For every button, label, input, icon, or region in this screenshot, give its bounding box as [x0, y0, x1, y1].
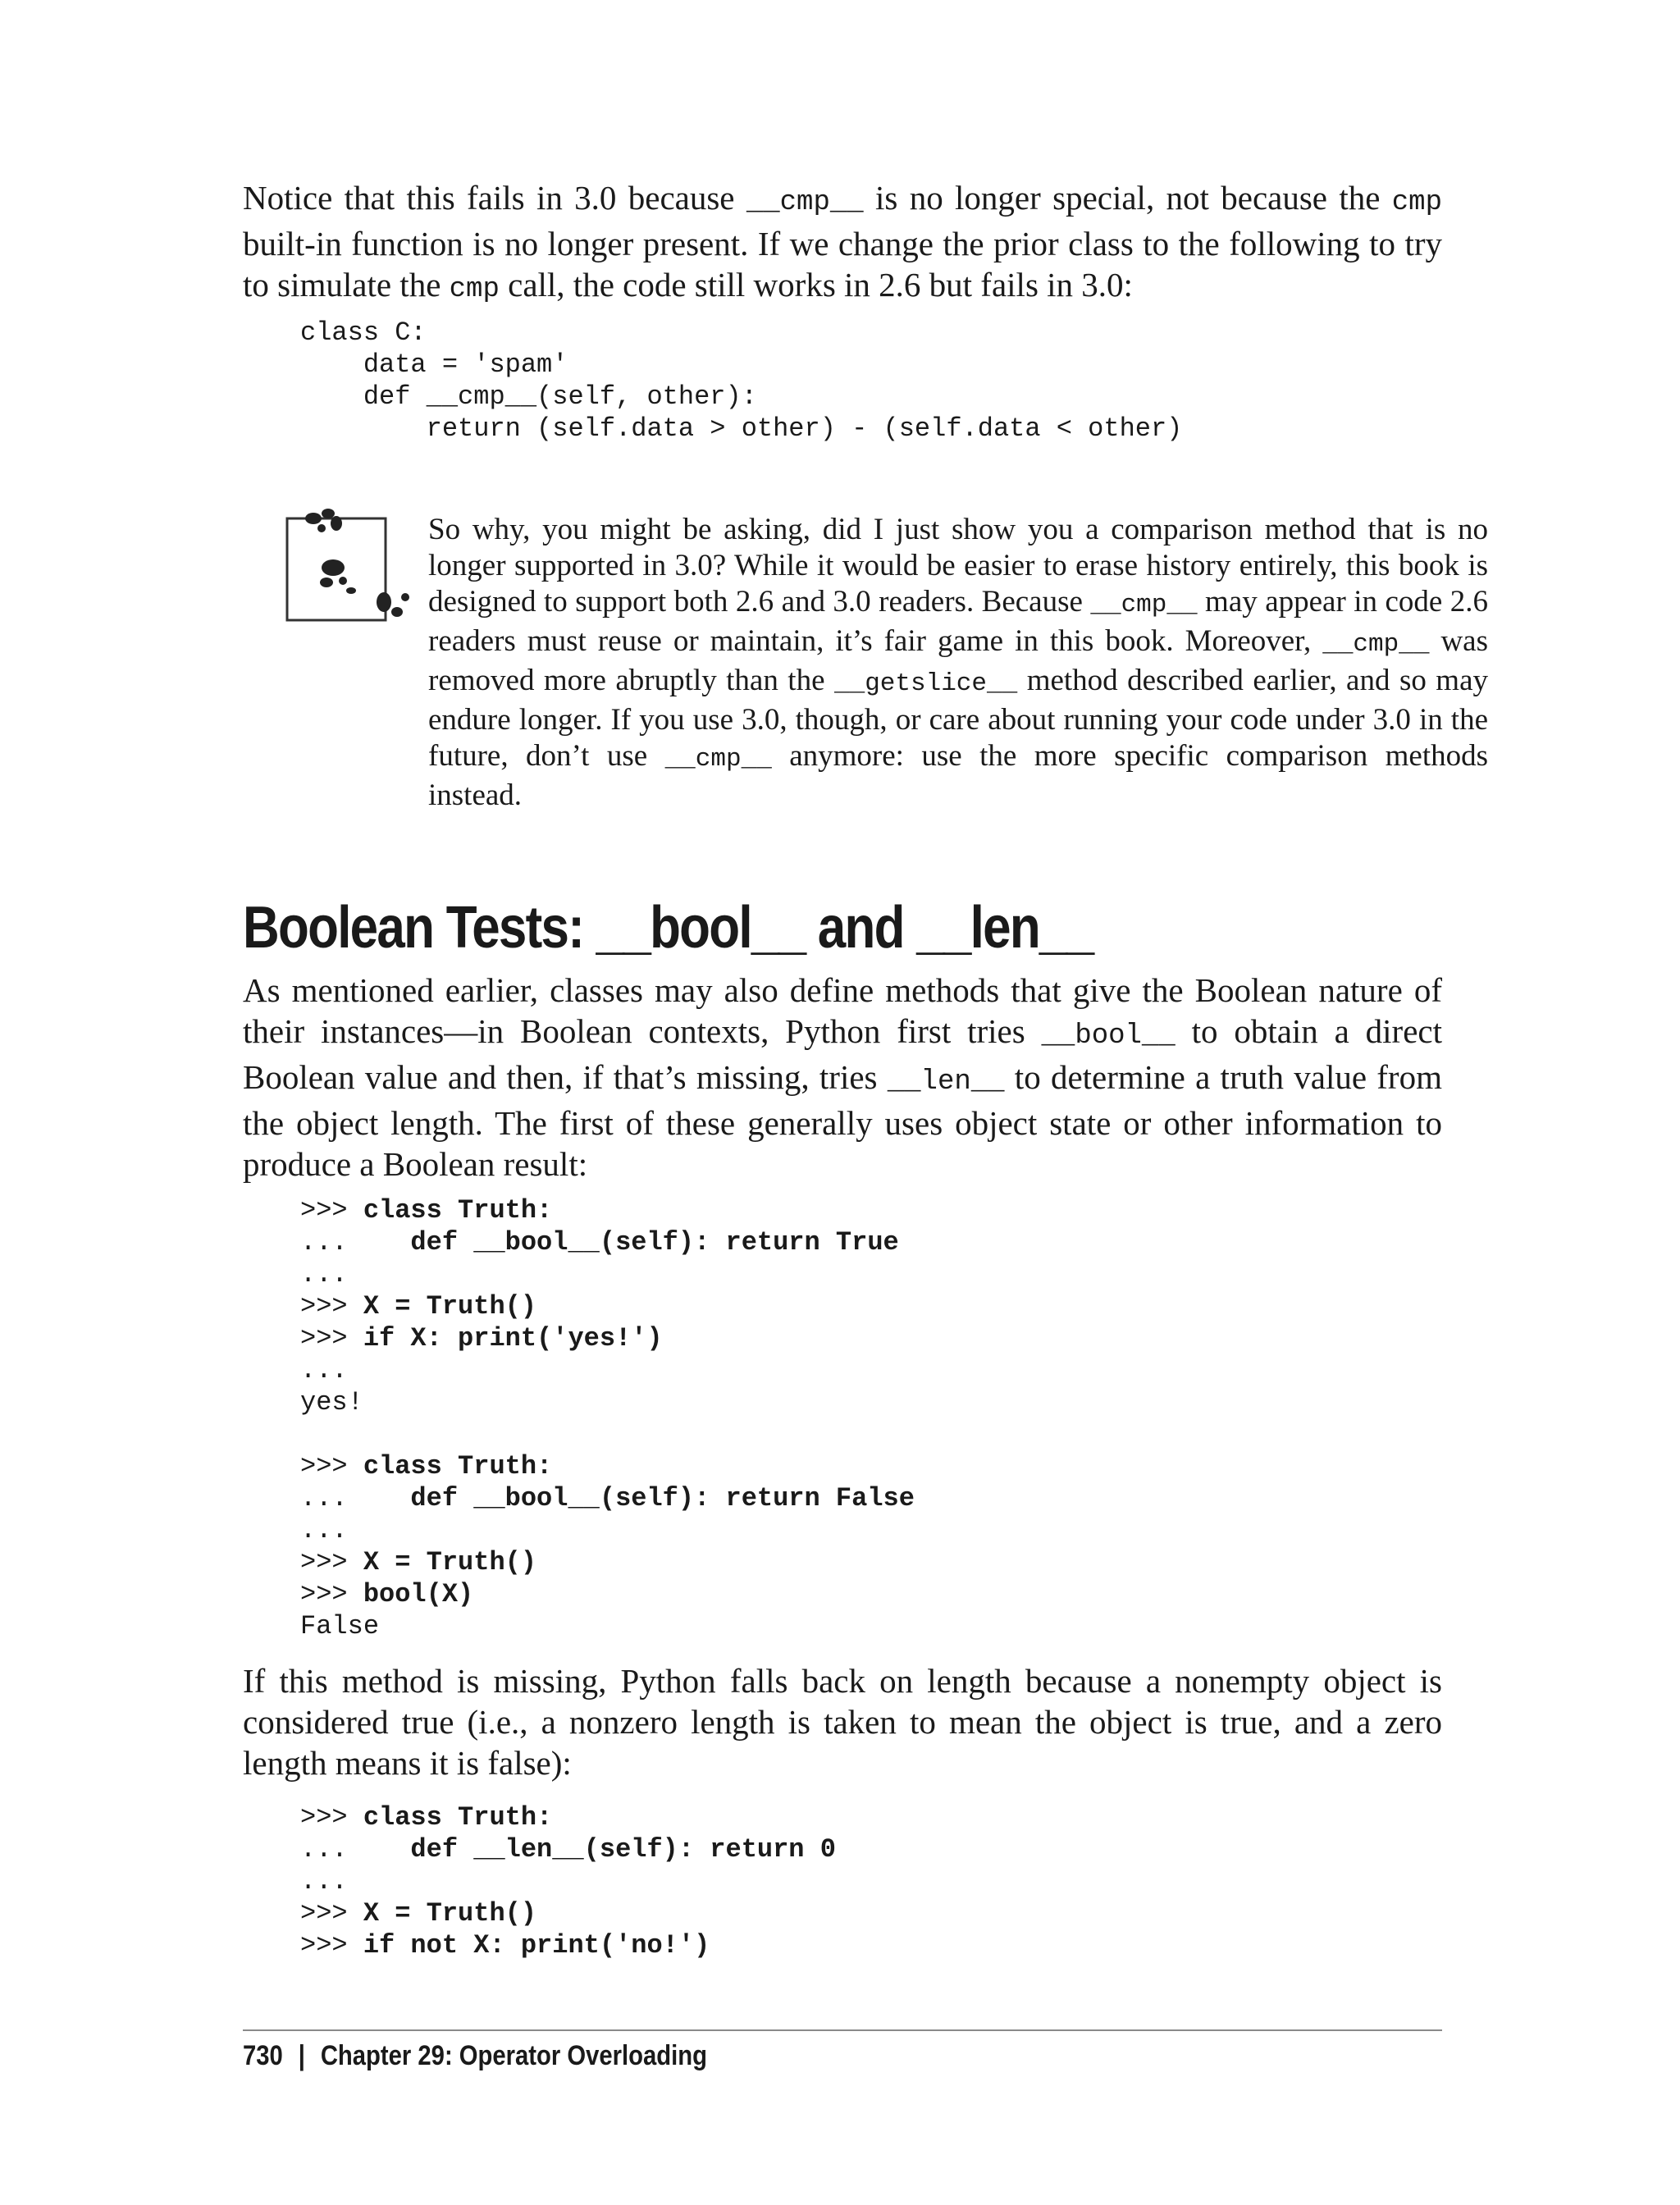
code-input: X = Truth(): [363, 1547, 537, 1577]
code-input: bool(X): [363, 1579, 474, 1609]
code-prompt: ...: [300, 1515, 348, 1545]
inline-code: __cmp__: [1090, 591, 1198, 619]
code-prompt: >>>: [300, 1195, 363, 1226]
code-line: [300, 1483, 915, 1513]
code-prompt: >>>: [300, 1930, 363, 1961]
code-line: [300, 1579, 473, 1609]
code-prompt: yes!: [300, 1387, 363, 1418]
chapter-title: Chapter 29: Operator Overloading: [320, 2040, 708, 2071]
code-prompt: >>>: [300, 1579, 363, 1609]
code-prompt: ...: [300, 1866, 348, 1897]
code-input: if not X: print('no!'): [363, 1930, 710, 1961]
code-line: [300, 1866, 348, 1897]
code-line: [300, 1451, 552, 1481]
code-prompt: False: [300, 1611, 380, 1641]
code-prompt: >>>: [300, 1291, 363, 1322]
code-input: class Truth:: [363, 1195, 553, 1226]
footer-divider: [243, 2029, 1442, 2031]
inline-code: cmp: [1391, 187, 1442, 218]
code-line: [300, 1930, 710, 1961]
inline-code: __getslice__: [833, 669, 1018, 698]
page-number: 730: [243, 2040, 283, 2071]
inline-code: __bool__: [1041, 1020, 1176, 1052]
code-line: [300, 1387, 363, 1418]
code-line: [300, 1259, 348, 1290]
code-prompt: >>>: [300, 1451, 363, 1481]
code-line: [300, 1898, 536, 1929]
code-prompt: >>>: [300, 1898, 363, 1929]
tip-note-text: So why, you might be asking, did I just show you a comparison method that is no longer supported in 3.0? While it would be easier to erase history entirely, this book is designed to support both 2.6 and 3.0 readers. Because __cmp__ may appear in code 2.6 readers must reuse or maintain, it’s fair game in this book. Moreover, __cmp__ was removed more abruptly than the __getslice__ method described earlier, and so may endure longer. If you use 3.0, though, or care about running your code under 3.0 in the future, don’t use __cmp__ anymore: use the more specific comparison methods instead.: [428, 513, 1488, 812]
code-prompt: ...: [300, 1259, 348, 1290]
code-block-cmp: class C: data = 'spam' def __cmp__(self, other): return (self.data > other) - (self.data < other): [300, 317, 1183, 444]
code-input: X = Truth(): [363, 1291, 537, 1322]
inline-code: cmp: [449, 274, 500, 305]
inline-code: __cmp__: [664, 745, 772, 774]
code-prompt: >>>: [300, 1547, 363, 1577]
code-prompt: ...: [300, 1227, 411, 1258]
inline-code: __cmp__: [746, 187, 864, 218]
code-input: def __bool__(self): return False: [410, 1483, 915, 1513]
code-prompt: ...: [300, 1483, 411, 1513]
section-heading: Boolean Tests: __bool__ and __len__: [243, 895, 1093, 961]
code-prompt: ...: [300, 1355, 348, 1386]
inline-code: __len__: [887, 1066, 1005, 1098]
bool-intro-paragraph: As mentioned earlier, classes may also define methods that give the Boolean nature of their instances—in Boolean contexts, Python first tries __bool__ to obtain a direct Boolean value and then, if that’s missing, tries __len__ to determine a truth value from the object length. The first of these generally uses object state or other information to produce a Boolean result:: [243, 971, 1442, 1183]
code-line: [300, 1611, 379, 1641]
code-line: [300, 1355, 348, 1386]
code-input: if X: print('yes!'): [363, 1323, 663, 1354]
code-input: class Truth:: [363, 1451, 553, 1481]
inline-code: __cmp__: [1322, 630, 1430, 659]
code-line: [300, 1515, 348, 1545]
code-prompt: >>>: [300, 1802, 363, 1833]
code-line: [300, 1227, 899, 1258]
code-block-len: [300, 1801, 836, 1961]
code-line: [300, 1291, 536, 1322]
code-line: [300, 1802, 552, 1833]
code-input: def __len__(self): return 0: [410, 1834, 836, 1865]
footer-separator: |: [298, 2040, 305, 2071]
code-line: [300, 1834, 836, 1865]
code-line: [300, 1323, 663, 1354]
intro-paragraph: Notice that this fails in 3.0 because __cmp__ is no longer special, not because the cmp built-in function is no longer present. If we change the prior class to the following to try to simulate the cmp call, the code still works in 2.6 but fails in 3.0:: [243, 179, 1442, 305]
code-input: class Truth:: [363, 1802, 553, 1833]
code-line: [300, 1195, 552, 1226]
code-prompt: >>>: [300, 1323, 363, 1354]
code-block-bool: [300, 1194, 915, 1642]
code-input: X = Truth(): [363, 1898, 537, 1929]
code-prompt: ...: [300, 1834, 411, 1865]
tarsier-tip-icon: [279, 489, 427, 628]
len-fallback-paragraph: If this method is missing, Python falls back on length because a nonempty object is considered true (i.e., a nonzero length is taken to mean the object is true, and a zero length means it is false):: [243, 1662, 1442, 1782]
code-input: def __bool__(self): return True: [410, 1227, 899, 1258]
code-line: [300, 1547, 536, 1577]
page-footer: [243, 2038, 707, 2074]
